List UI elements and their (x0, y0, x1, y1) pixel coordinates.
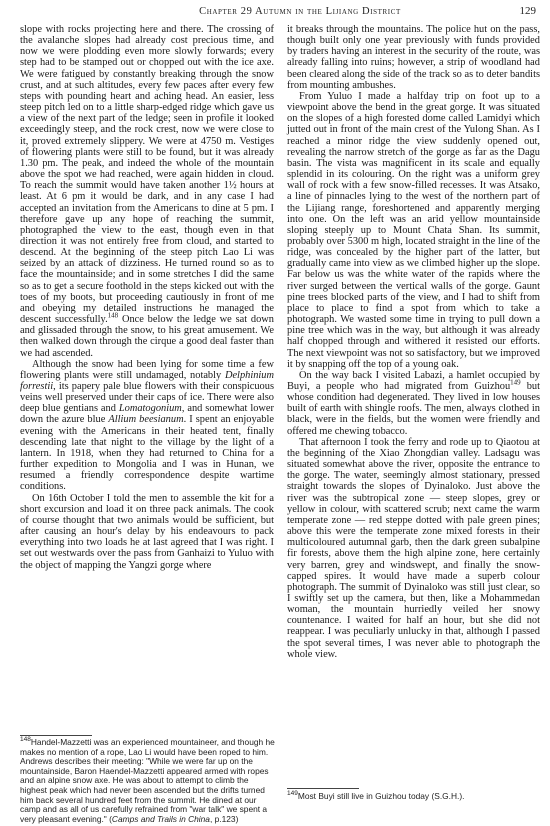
paragraph-text: . I spent an enjoyable evening with the Americans in their heated tent, finally descending late that night to the village by the light of a lantern. In 1918, when they had returned to China for a further expedition to Mongolia and I was in Hunan, we resumed a friendly correspondence despite wartime conditions. (20, 414, 274, 493)
footnote-149 (287, 792, 540, 802)
paragraph-text: it breaks through the mountains. The police hut on the pass, though built only one year previously with funds provided by traders having an interest in the security of the route, was already falling into ruins; however, a strip of woodland had been cleared along the side of the track so as to deter bandits from mounting ambushes. (287, 24, 540, 91)
species-name: Allium beesianum (108, 414, 184, 426)
running-title: Chapter 29 Autumn in the Lijiang District (199, 6, 401, 17)
page-number: 129 (519, 5, 536, 17)
paragraph-text: Once below the ledge we sat down and glissaded through the snow, to his great amusement. We then walked down through the cirque a good deal faster than we had ascended. (20, 314, 274, 359)
species-name: Delphinium forrestii (20, 369, 274, 392)
footnote-148 (20, 738, 276, 824)
left-column (20, 24, 274, 571)
paragraph-text: On 16th October I told the men to assemble the kit for a short excursion and load it on three pack animals. The cook of course thought that two animals would be sufficient, but after causing an hour's delay by his endeavours to pack everything into two loads he at last agreed that I was right. I set out westwards over the pass from Ganhaizi to Yuluo with the object of mapping the Yangzi gorge where (20, 492, 274, 571)
footnote-text: Handel-Mazzetti was an experienced mountaineer, and though he makes no mention of a rope, Lao Li would have been roped to him. Andrews describes their meeting: "While we were far up on the mountainside, Baron Haendel-Mazzetti appeared armed with ropes and an alpine snow axe. He was about to attempt to climb the highest peak which had never been ascended but the drifts turned him back several hundred feet from the summit. He dined at our camp and as all of us carefully refrained from "war talk" we spent a very pleasant evening." ( (20, 737, 275, 824)
paragraph-text: , its papery pale blue flowers with their conspicuous veins well preserved under their caps of ice. There were also deep blue gentians and (20, 381, 274, 415)
paragraph (287, 437, 540, 660)
paragraph-text: but whose condition had degenerated. They lived in low houses built of earth with shingle roofs. The men, always clothed in black, were in the fields, but the women were friendly and offered me chewing tobacco. (287, 381, 540, 437)
paragraph (287, 24, 540, 91)
footnote-ref-148[interactable]: 148 (107, 311, 119, 320)
right-column (287, 24, 540, 660)
paragraph-text: That afternoon I took the ferry and rode up to Qiaotou at the beginning of the Xiao Zhongdian valley. Ladsagu was situated somewhat above the river, opposite the entrance to the gorge. The water, seemingly almost stationary, pressed straight towards the slopes of Dyinaloko. Just above the river was the subtropical zone — steep slopes, grey or yellow in colour, with scattered scrub; next came the warm temperate zone — red steppe dotted with pale green pines; above this were the temperate zone mixed forests in their multicoloured autumnal garb, then the dark green subalpine fir forests, above them the high alpine zone, here certainly very barren, grey and windswept, and finally the snow-capped spires. It would have made a superb colour photograph. The summit of Dyinaloko was still just clear, so I swiftly set up the camera, but then, like a Mohammedan woman, the mountain hurriedly veiled her snowy countenance. I waited for half an hour, but she did not reappear. I was peculiarly unlucky in that, although I passed the spot several times, I was never able to photograph the whole view. (287, 436, 540, 660)
paragraph (287, 370, 540, 437)
paragraph-text: slope with rocks projecting here and there. The crossing of the avalanche slopes had already cost precious time, and now we were plodding even more slowly forwards; every step had to be stamped out or chopped out with the ice axe. We were fatigued by constantly breaking through the snow crust, and at such altitudes, every few paces after every few steps with pounding heart and aching head. An easier, less steep pitch led on to a little sharp-edged ridge which gave us a view of the next part of the ledge; seen in profile it looked exceedingly steep, and the rock crest, now we were close to it, proved extremely slippery. We were at 4750 m. Vestiges of flowering plants were still to be found, but it was already 1.30 pm. The peak, and indeed the whole of the mountain above the spot we had reached, were again hidden in cloud. To reach the summit would have taken another 1½ hours at least. At 6 pm it would be dark, and in any case I had accepted an invitation from the Americans to dine at 5 pm. I therefore gave up any hope of reaching the summit, photographed the view to the east, though even in that direction it was not entirely free from cloud, and started to descend. At the beginning of the steep pitch Lao Li was seized by an attack of dizziness. He turned round so as to face the mountainside; and in some stretches I did the same so as to get a secure foothold in the steps kicked out with the toes of my boots, but proceeding cautiously in front of me and obeying my detailed instructions he managed the descent successfully. (20, 24, 274, 326)
page-header (0, 0, 550, 22)
paragraph (20, 24, 274, 359)
paragraph-text: , and somewhat lower down the azure blue (20, 403, 274, 426)
paragraph-text: Although the snow had been lying for some time a few flowering plants were still undamaged, notably (20, 358, 274, 381)
species-name: Lomatogonium (118, 403, 182, 415)
footnote-number: 149 (287, 790, 298, 798)
paragraph (20, 493, 274, 571)
footnote-divider (287, 788, 359, 789)
footnote-ref-149[interactable]: 149 (510, 378, 521, 387)
footnote-text: Most Buyi still live in Guizhou today (S.G.H.). (297, 791, 465, 801)
paragraph (287, 91, 540, 370)
paragraph-text: On the way back I visited Labazi, a hamlet occupied by Buyi, a people who had migrated from Guizhou (287, 369, 540, 392)
footnote-text: , p.123) (209, 813, 239, 824)
footnote-number: 148 (20, 736, 31, 744)
paragraph (20, 359, 274, 493)
book-title: Camps and Trails in China (111, 813, 210, 824)
paragraph-text: From Yuluo I made a halfday trip on foot up to a viewpoint above the bend in the great gorge. It was situated on the slopes of a high forested dome called Lamidyi which jutted out in front of the main crest of the Yulong Shan. As I reached a minor ridge the view suddenly opened out, revealing the narrow stretch of the gorge as far as the Dagu basin. The vista was magnificent in its scale and equally splendid in its colouring. On the right was a uniform grey wall of rock with a few snow-filled recesses. It was Atsako, a line of pinnacles lying to the west of the northern part of the Lijiang range, foreshortened and apparently merging into one. On the left was an arid yellow mountainside sloping steeply up to Mount Chata Shan. Its summit, probably over 5300 m high, located straight in the line of the ridge, was concealed by the higher part of the latter, but gradually came into view as we climbed higher up the slope. Far below us was the white water of the rapids where the river surged between the vertical walls of the gorge. Gaunt pine trees blocked parts of the view, and I had to shift from place to place to find a spot from which to take a photograph. We wasted some time in trying to pull down a pine tree which was in the way, but although it was already half chopped through and withered it resisted our efforts. The next viewpoint was not so satisfactory, but we improved it by snapping off the top of a young oak. (287, 90, 540, 370)
